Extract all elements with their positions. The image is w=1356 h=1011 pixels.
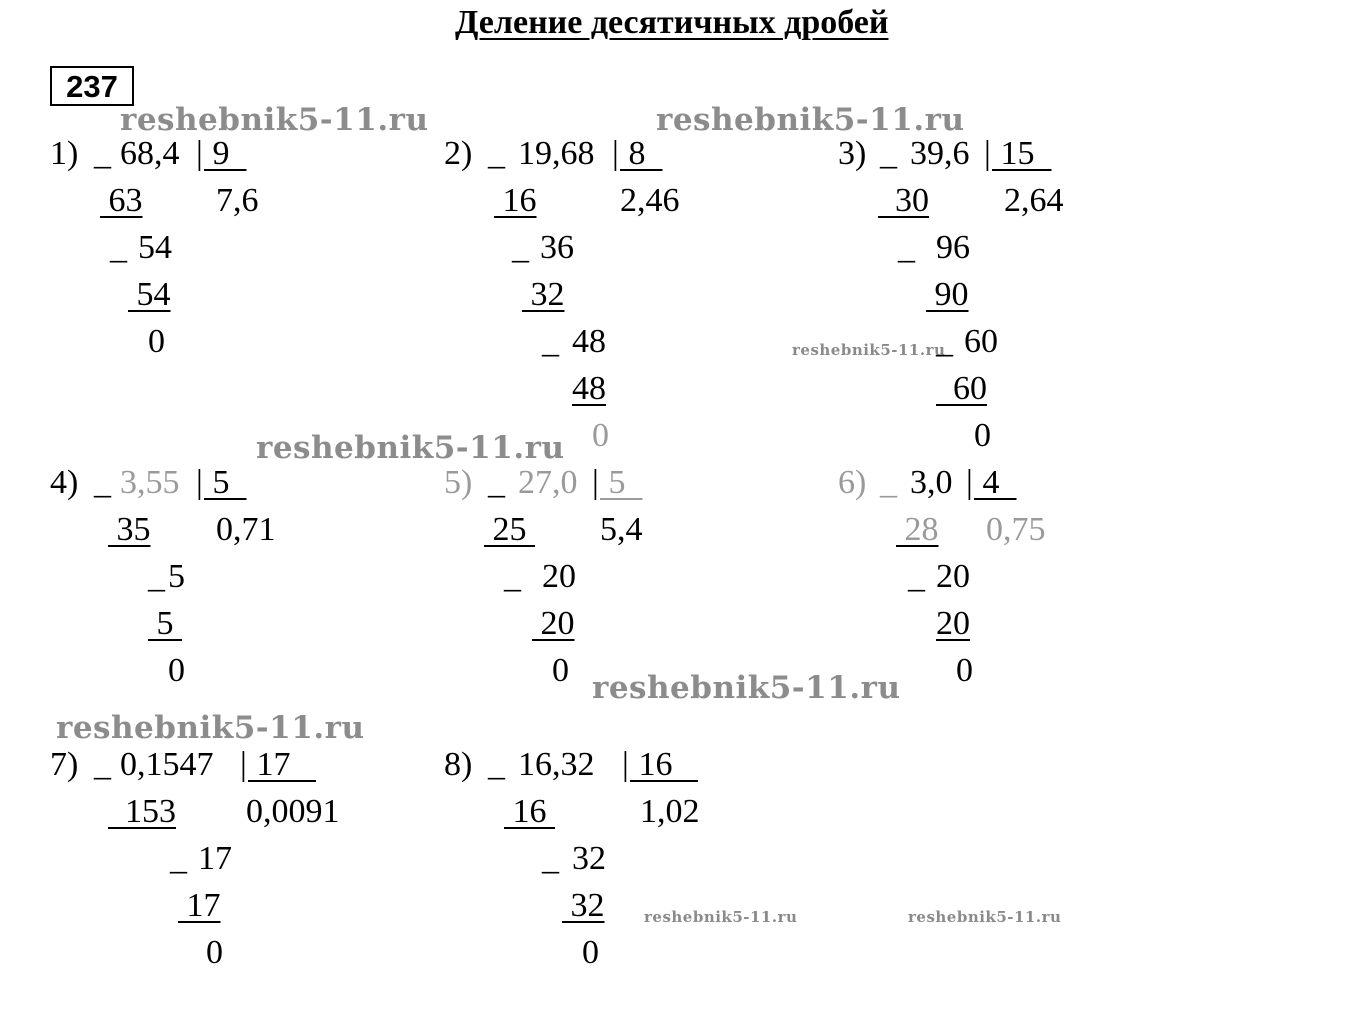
step-remainder: 5 (168, 558, 185, 595)
quotient: 1,02 (640, 793, 700, 830)
dividend: 39,6 (910, 135, 970, 172)
divisor: 17 (256, 746, 291, 783)
minus-sign: _ (488, 135, 505, 172)
step-subtrahend: 90 (934, 276, 969, 313)
problem-label: 5) (444, 464, 473, 501)
minus-sign: _ (512, 229, 529, 266)
step-subtrahend: 63 (108, 182, 143, 219)
step-remainder: 54 (138, 229, 172, 266)
watermark: reshebnik5-11.ru (256, 430, 565, 466)
division-bar: | (240, 746, 247, 783)
step-remainder: 32 (572, 840, 606, 877)
watermark: reshebnik5-11.ru (656, 102, 965, 138)
minus-sign: _ (898, 229, 915, 266)
step-result: 0 (582, 934, 599, 971)
step-result: 0 (206, 934, 223, 971)
quotient: 0,0091 (246, 793, 340, 830)
step-subtrahend: 32 (530, 276, 565, 313)
watermark: reshebnik5-11.ru (592, 670, 901, 706)
problem-label: 3) (838, 135, 867, 172)
step-subtrahend: 16 (512, 793, 547, 830)
quotient: 2,64 (1004, 182, 1064, 219)
dividend: 16,32 (518, 746, 595, 783)
minus-sign: _ (542, 323, 559, 360)
step-subtrahend: 5 (156, 605, 174, 642)
minus-sign: _ (542, 840, 559, 877)
step-subtrahend: 25 (492, 511, 527, 548)
minus-sign: _ (94, 746, 111, 783)
step-subtrahend: 54 (136, 276, 171, 313)
step-result: 0 (592, 417, 609, 454)
problem-label: 4) (50, 464, 79, 501)
step-subtrahend: 35 (116, 511, 151, 548)
step-remainder: 96 (936, 229, 970, 266)
minus-sign: _ (488, 464, 505, 501)
watermark: reshebnik5-11.ru (56, 710, 365, 746)
divisor: 16 (638, 746, 673, 783)
quotient: 0,75 (986, 511, 1046, 548)
division-bar: | (196, 464, 203, 501)
divisor: 9 (212, 135, 230, 172)
divisor: 5 (212, 464, 230, 501)
step-result: 0 (956, 652, 973, 689)
divisor: 15 (1000, 135, 1035, 172)
step-subtrahend: 20 (540, 605, 575, 642)
division-bar: | (622, 746, 629, 783)
step-remainder: 60 (964, 323, 998, 360)
dividend: 27,0 (518, 464, 578, 501)
step-remainder: 20 (542, 558, 576, 595)
watermark: reshebnik5-11.ru (908, 908, 1062, 926)
watermark: reshebnik5-11.ru (792, 341, 946, 359)
step-remainder: 48 (572, 323, 606, 360)
divisor: 5 (608, 464, 626, 501)
minus-sign: _ (148, 558, 165, 595)
division-bar: | (592, 464, 599, 501)
step-subtrahend: 153 (125, 793, 176, 830)
task-number: 237 (50, 66, 134, 106)
step-subtrahend: 30 (895, 182, 929, 219)
minus-sign: _ (110, 229, 127, 266)
minus-sign: _ (170, 840, 187, 877)
step-remainder: 17 (198, 840, 232, 877)
problem-label: 1) (50, 135, 79, 172)
division-bar: | (984, 135, 991, 172)
minus-sign: _ (504, 558, 521, 595)
step-result: 0 (974, 417, 991, 454)
watermark: reshebnik5-11.ru (120, 102, 429, 138)
page-title: Деление десятичных дробей (455, 4, 889, 41)
dividend: 0,1547 (120, 746, 214, 783)
step-subtrahend: 16 (502, 182, 537, 219)
problem-label: 7) (50, 746, 79, 783)
problem-label: 8) (444, 746, 473, 783)
problem-label: 2) (444, 135, 473, 172)
step-subtrahend: 20 (936, 605, 970, 642)
quotient: 7,6 (216, 182, 259, 219)
quotient: 2,46 (620, 182, 680, 219)
minus-sign: _ (880, 135, 897, 172)
minus-sign: _ (880, 464, 897, 501)
quotient: 0,71 (216, 511, 276, 548)
step-subtrahend: 60 (953, 370, 987, 407)
dividend: 68,4 (120, 135, 180, 172)
divisor: 4 (982, 464, 1000, 501)
watermark: reshebnik5-11.ru (644, 908, 798, 926)
step-subtrahend: 32 (570, 887, 605, 924)
step-subtrahend: 28 (904, 511, 939, 548)
minus-sign: _ (94, 464, 111, 501)
step-result: 0 (552, 652, 569, 689)
minus-sign: _ (908, 558, 925, 595)
step-subtrahend: 17 (186, 887, 221, 924)
minus-sign: _ (488, 746, 505, 783)
problem-label: 6) (838, 464, 867, 501)
divisor: 8 (628, 135, 646, 172)
step-subtrahend: 48 (572, 370, 606, 407)
division-bar: | (196, 135, 203, 172)
dividend: 3,55 (120, 464, 180, 501)
minus-sign: _ (94, 135, 111, 172)
step-remainder: 20 (936, 558, 970, 595)
minus-sign: _ (936, 323, 953, 360)
step-remainder: 36 (540, 229, 574, 266)
dividend: 19,68 (518, 135, 595, 172)
division-bar: | (966, 464, 973, 501)
division-bar: | (612, 135, 619, 172)
step-result: 0 (148, 323, 165, 360)
dividend: 3,0 (910, 464, 953, 501)
step-result: 0 (168, 652, 185, 689)
quotient: 5,4 (600, 511, 643, 548)
